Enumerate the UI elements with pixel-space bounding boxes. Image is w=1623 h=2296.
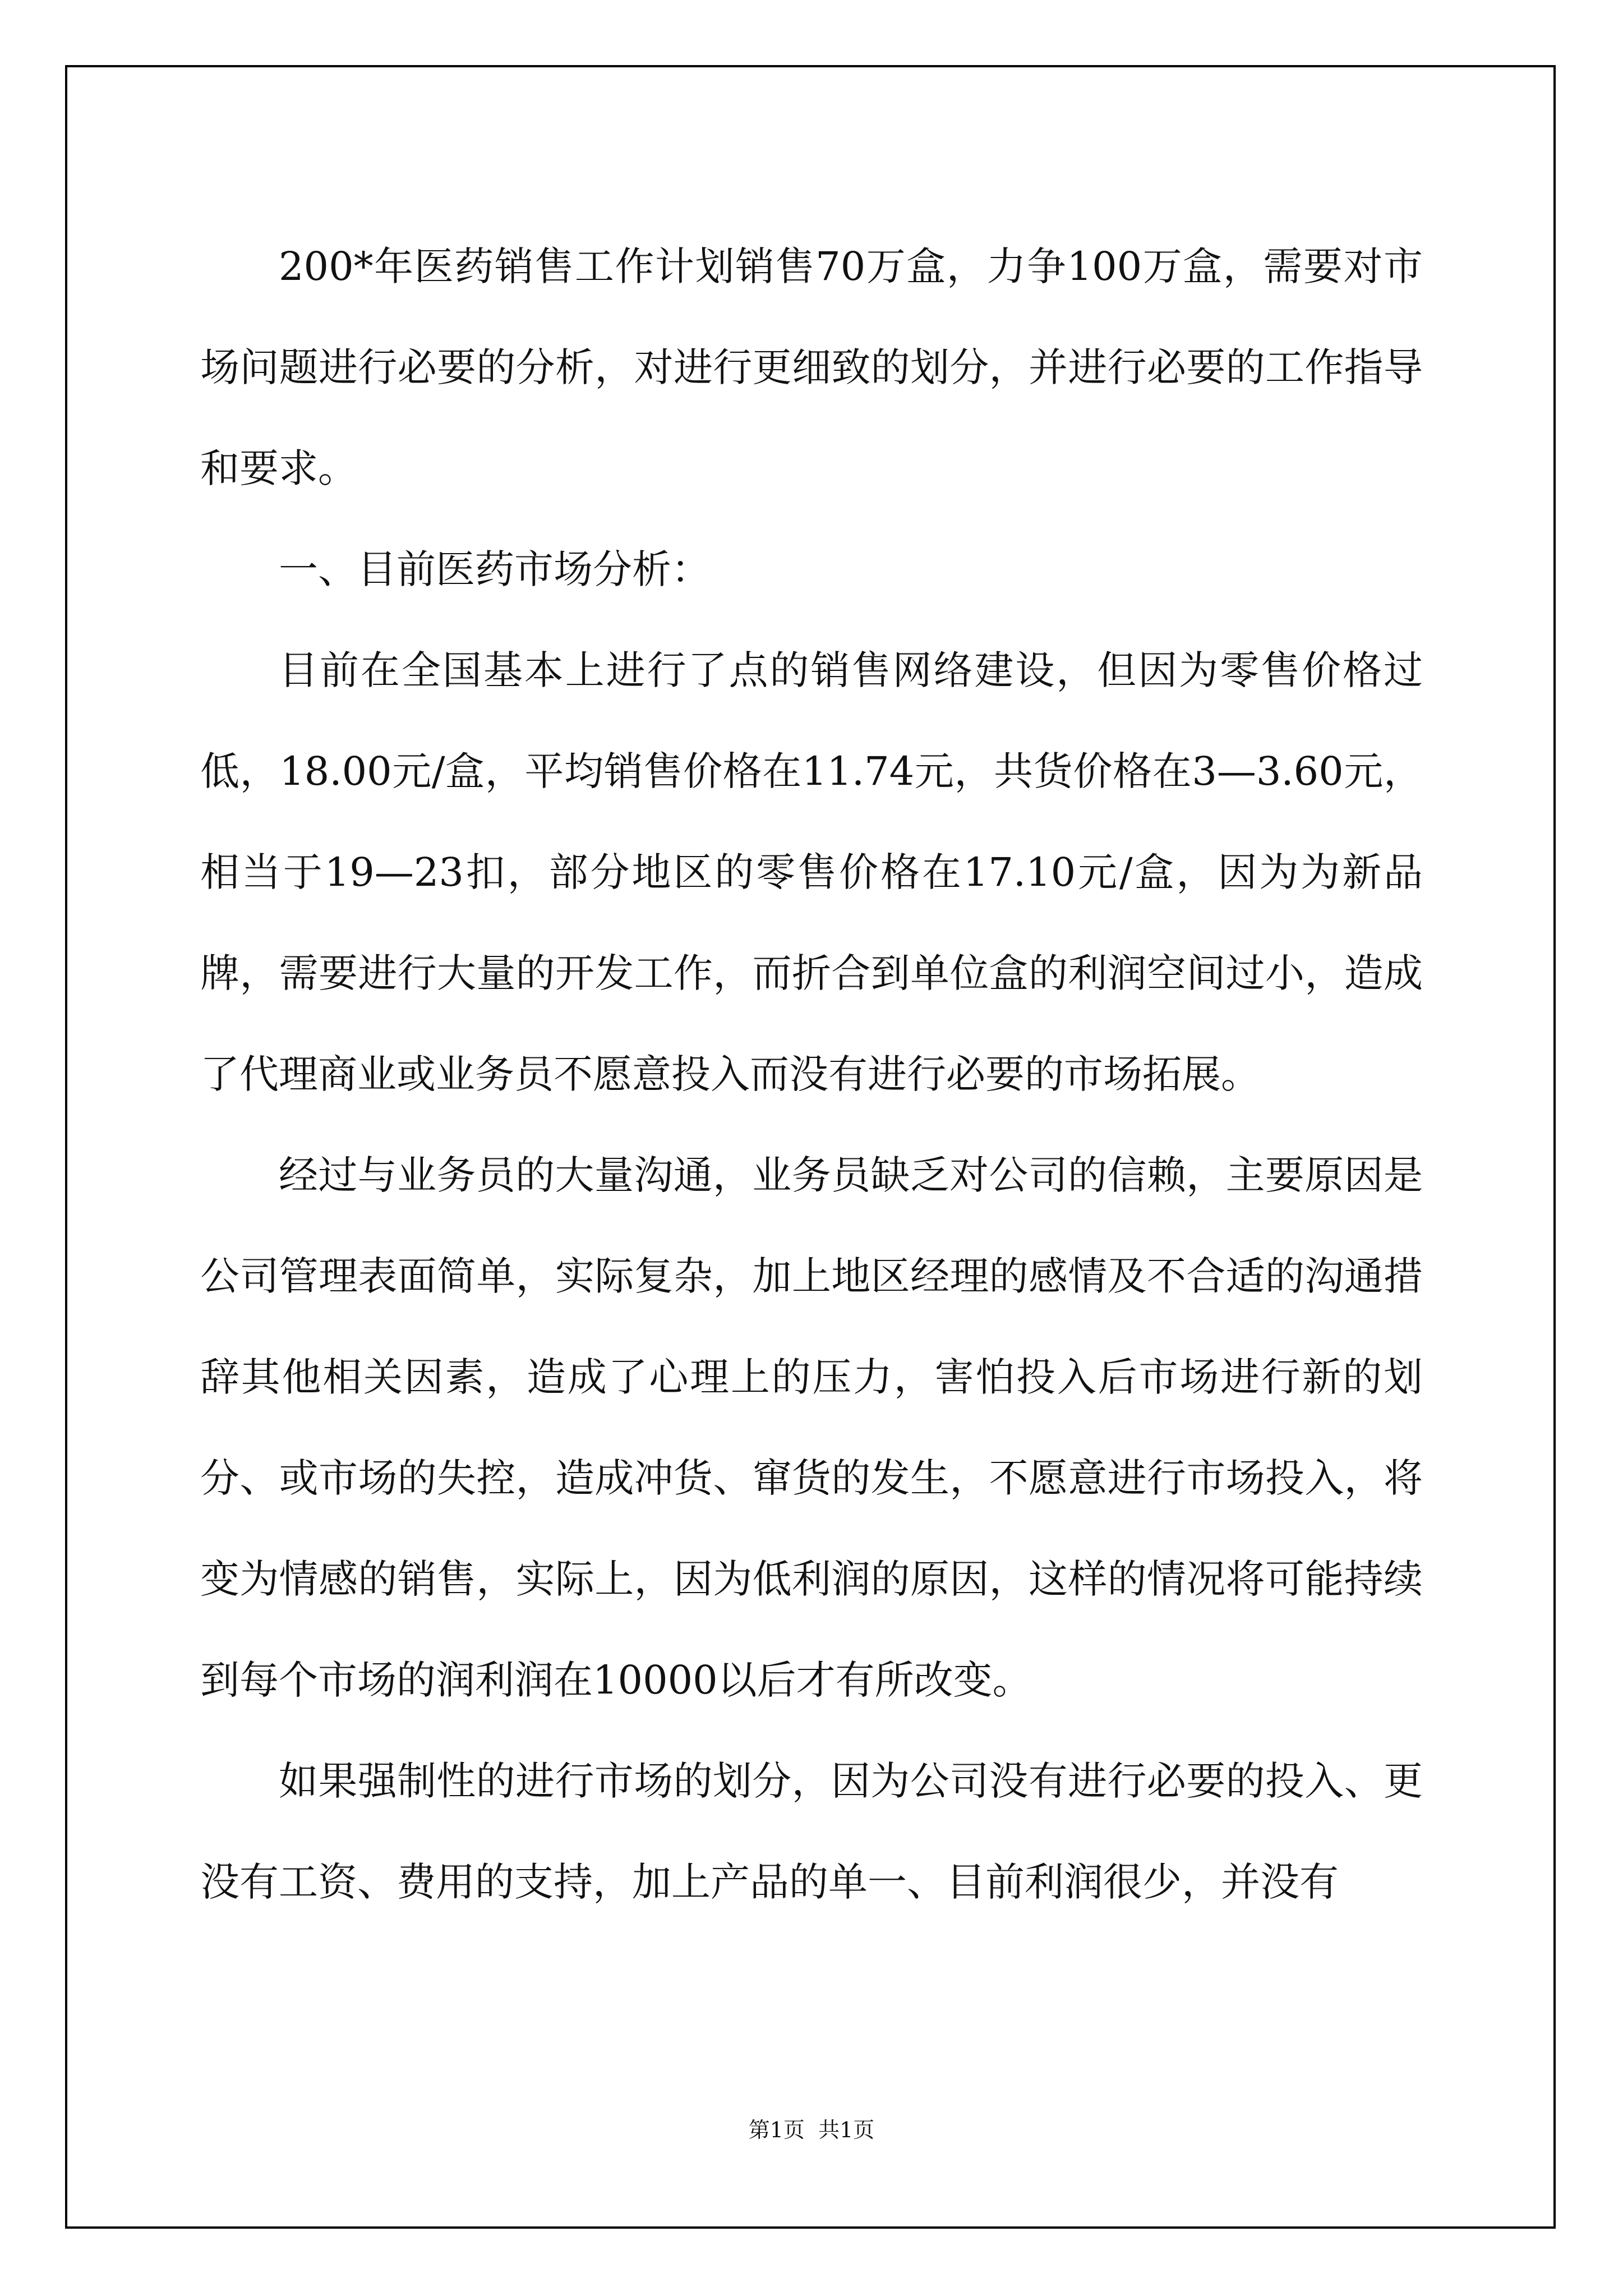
page-footer: 第1页 共1页 bbox=[748, 2118, 875, 2142]
paragraph-intro: 200*年医药销售工作计划销售70万盒，力争100万盒，需要对市场问题进行必要的分析，对进行更细致的划分，并进行必要的工作指导和要求。 bbox=[200, 243, 1423, 491]
paragraph-market-division: 如果强制性的进行市场的划分，因为公司没有进行必要的投入、更没有工资、费用的支持，加上产品的单一、目前利润很少，并没有 bbox=[200, 1758, 1423, 1905]
document-body bbox=[200, 216, 1423, 1932]
paragraph-salesperson-communication: 经过与业务员的大量沟通，业务员缺乏对公司的信赖，主要原因是公司管理表面简单，实际复杂，加上地区经理的感情及不合适的沟通措辞其他相关因素，造成了心理上的压力，害怕投入后市场进行新的划分、或市场的失控，造成冲货、窜货的发生，不愿意进行市场投入，将变为情感的销售，实际上，因为低利润的原因，这样的情况将可能持续到每个市场的润利润在10000以后才有所改变。 bbox=[200, 1152, 1423, 1703]
section-heading: 一、目前医药市场分析： bbox=[279, 546, 711, 592]
paragraph-market-status: 目前在全国基本上进行了点的销售网络建设，但因为零售价格过低，18.00元/盒，平均销售价格在11.74元，共货价格在3—3.60元，相当于19—23扣，部分地区的零售价格在17.10元/盒，因为为新品牌，需要进行大量的开发工作，而折合到单位盒的利润空间过小，造成了代理商业或业务员不愿意投入而没有进行必要的市场拓展。 bbox=[200, 647, 1423, 1097]
